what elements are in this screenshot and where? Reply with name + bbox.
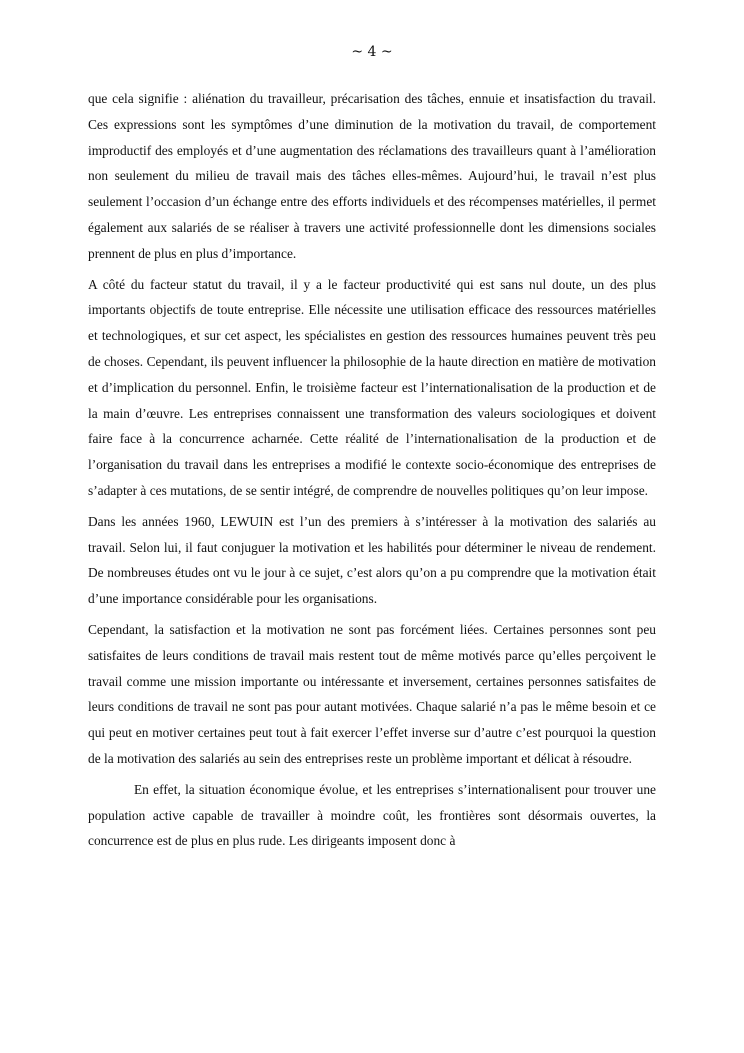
paragraph-lewuin: Dans les années 1960, LEWUIN est l’un des premiers à s’intéresser à la motivation des salariés au travail. Selon lui, il faut conjuguer la motivation et les habilités pour déterminer le niveau de rendement. De nombreuses études ont vu le jour à ce sujet, c’est alors qu’on a pu comprendre que la motivation était d’une importance considérable pour les organisations. [88,513,656,607]
page-number: ~ 4 ~ [351,44,393,60]
body-text [88,86,656,856]
paragraph-satisfaction: Cependant, la satisfaction et la motivation ne sont pas forcément liées. Certaines personnes sont peu satisfaites de leurs conditions de travail mais restent tout de même motivés parce qu’elles perçoivent le travail comme une mission importante ou intéressante et inversement, certaines personnes satisfaites de leurs conditions de travail ne sont pas pour autant motivées. Chaque salarié n’a pas le même besoin et ce qui peut en motiver certaines peut tout à fait exercer l’effet inverse sur d’autre c’est pourquoi la question de la motivation des salariés au sein des entreprises reste un problème important et délicat à résoudre. [88,621,656,766]
paragraph-economic-situation: En effet, la situation économique évolue, et les entreprises s’internationalisent pour trouver une population active capable de travailler à moindre coût, les frontières sont désormais ouvertes, la concurrence est de plus en plus rude. Les dirigeants imposent donc à [88,781,656,849]
paragraph-alienation: que cela signifie : aliénation du travailleur, précarisation des tâches, ennuie et insatisfaction du travail. Ces expressions sont les symptômes d’une diminution de la motivation du travail, de comportement improductif des employés et d’une augmentation des réclamations des travailleurs quant à l’amélioration non seulement du milieu de travail mais des tâches elles-mêmes. Aujourd’hui, le travail n’est plus seulement l’occasion d’un échange entre des efforts individuels et des récompenses matérielles, il permet également aux salariés de se réaliser à travers une activité professionnelle dont les dimensions sociales prennent de plus en plus d’importance. [88,91,656,261]
paragraph-productivity: A côté du facteur statut du travail, il y a le facteur productivité qui est sans nul doute, un des plus importants objectifs de toute entreprise. Elle nécessite une utilisation efficace des ressources matérielles et technologiques, et sur cet aspect, les spécialistes en gestion des ressources humaines peuvent très peu de choses. Cependant, ils peuvent influencer la philosophie de la haute direction en matière de motivation et d’implication du personnel. Enfin, le troisième facteur est l’internationalisation de la production et de la main d’œuvre. Les entreprises connaissent une transformation des valeurs sociologiques et doivent faire face à la concurrence acharnée. Cette réalité de l’internationalisation de la production et de l’organisation du travail dans les entreprises a modifié le contexte socio-économique des entreprises de s’adapter à ces mutations, de se sentir intégré, de comprendre de nouvelles politiques qu’on leur impose. [88,276,656,498]
